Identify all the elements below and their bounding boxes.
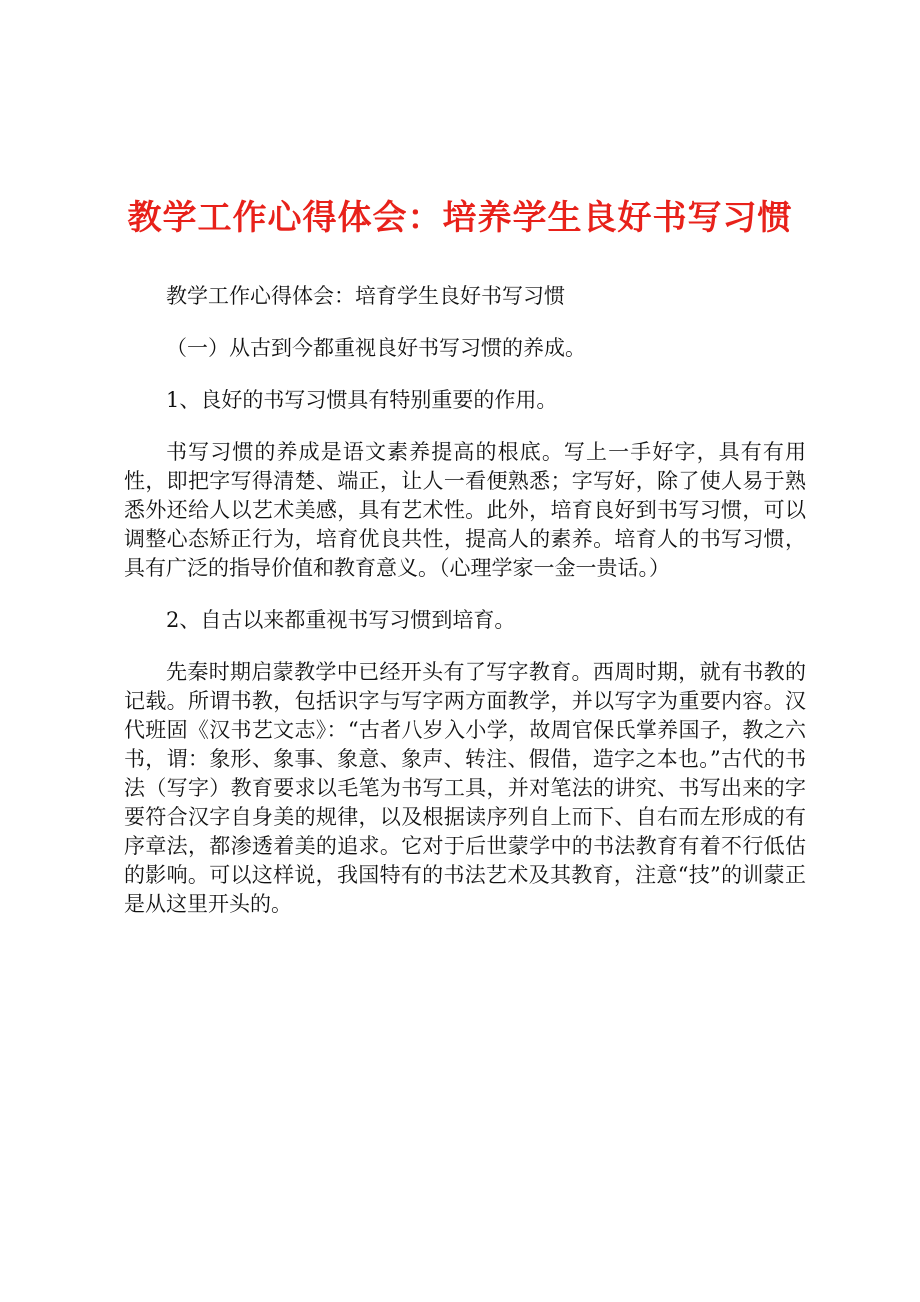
section-heading: （一）从古到今都重视良好书写习惯的养成。 bbox=[166, 336, 586, 360]
point-heading-2: 2、自古以来都重视书写习惯到培育。 bbox=[166, 608, 516, 632]
subtitle-paragraph: 教学工作心得体会：培育学生良好书写习惯 bbox=[166, 284, 565, 308]
body-paragraph-2: 先秦时期启蒙教学中已经开头有了写字教育。西周时期，就有书教的记载。所谓书教，包括识字与写字两方面教学，并以写字为重要内容。汉代班固《汉书艺文志》：“古者八岁入小学，故周官保氏掌养国子，教之六书，谓：象形、象事、象意、象声、转注、假借，造字之本也。”古代的书法（写字）教育要求以毛笔为书写工具，并对笔法的讲究、书写出来的字要符合汉字自身美的规律，以及根据读序列自上而下、自右而左形成的有序章法，都渗透着美的追求。它对于后世蒙学中的书法教育有着不行低估的影响。可以这样说，我国特有的书法艺术及其教育，注意“技”的训蒙正是从这里开头的。 bbox=[124, 660, 806, 916]
document-title: 教学工作心得体会：培养学生良好书写习惯 bbox=[127, 198, 793, 238]
document-body bbox=[124, 282, 806, 942]
point-heading-1: 1、良好的书写习惯具有特别重要的作用。 bbox=[166, 388, 558, 412]
body-paragraph-1: 书写习惯的养成是语文素养提高的根底。写上一手好字，具有有用性，即把字写得清楚、端正，让人一看便熟悉；字写好，除了使人易于熟悉外还给人以艺术美感，具有艺术性。此外，培育良好到书写习惯，可以调整心态矫正行为，培育优良共性，提高人的素养。培育人的书写习惯，具有广泛的指导价值和教育意义。（心理学家一金一贵话。） bbox=[124, 440, 806, 580]
